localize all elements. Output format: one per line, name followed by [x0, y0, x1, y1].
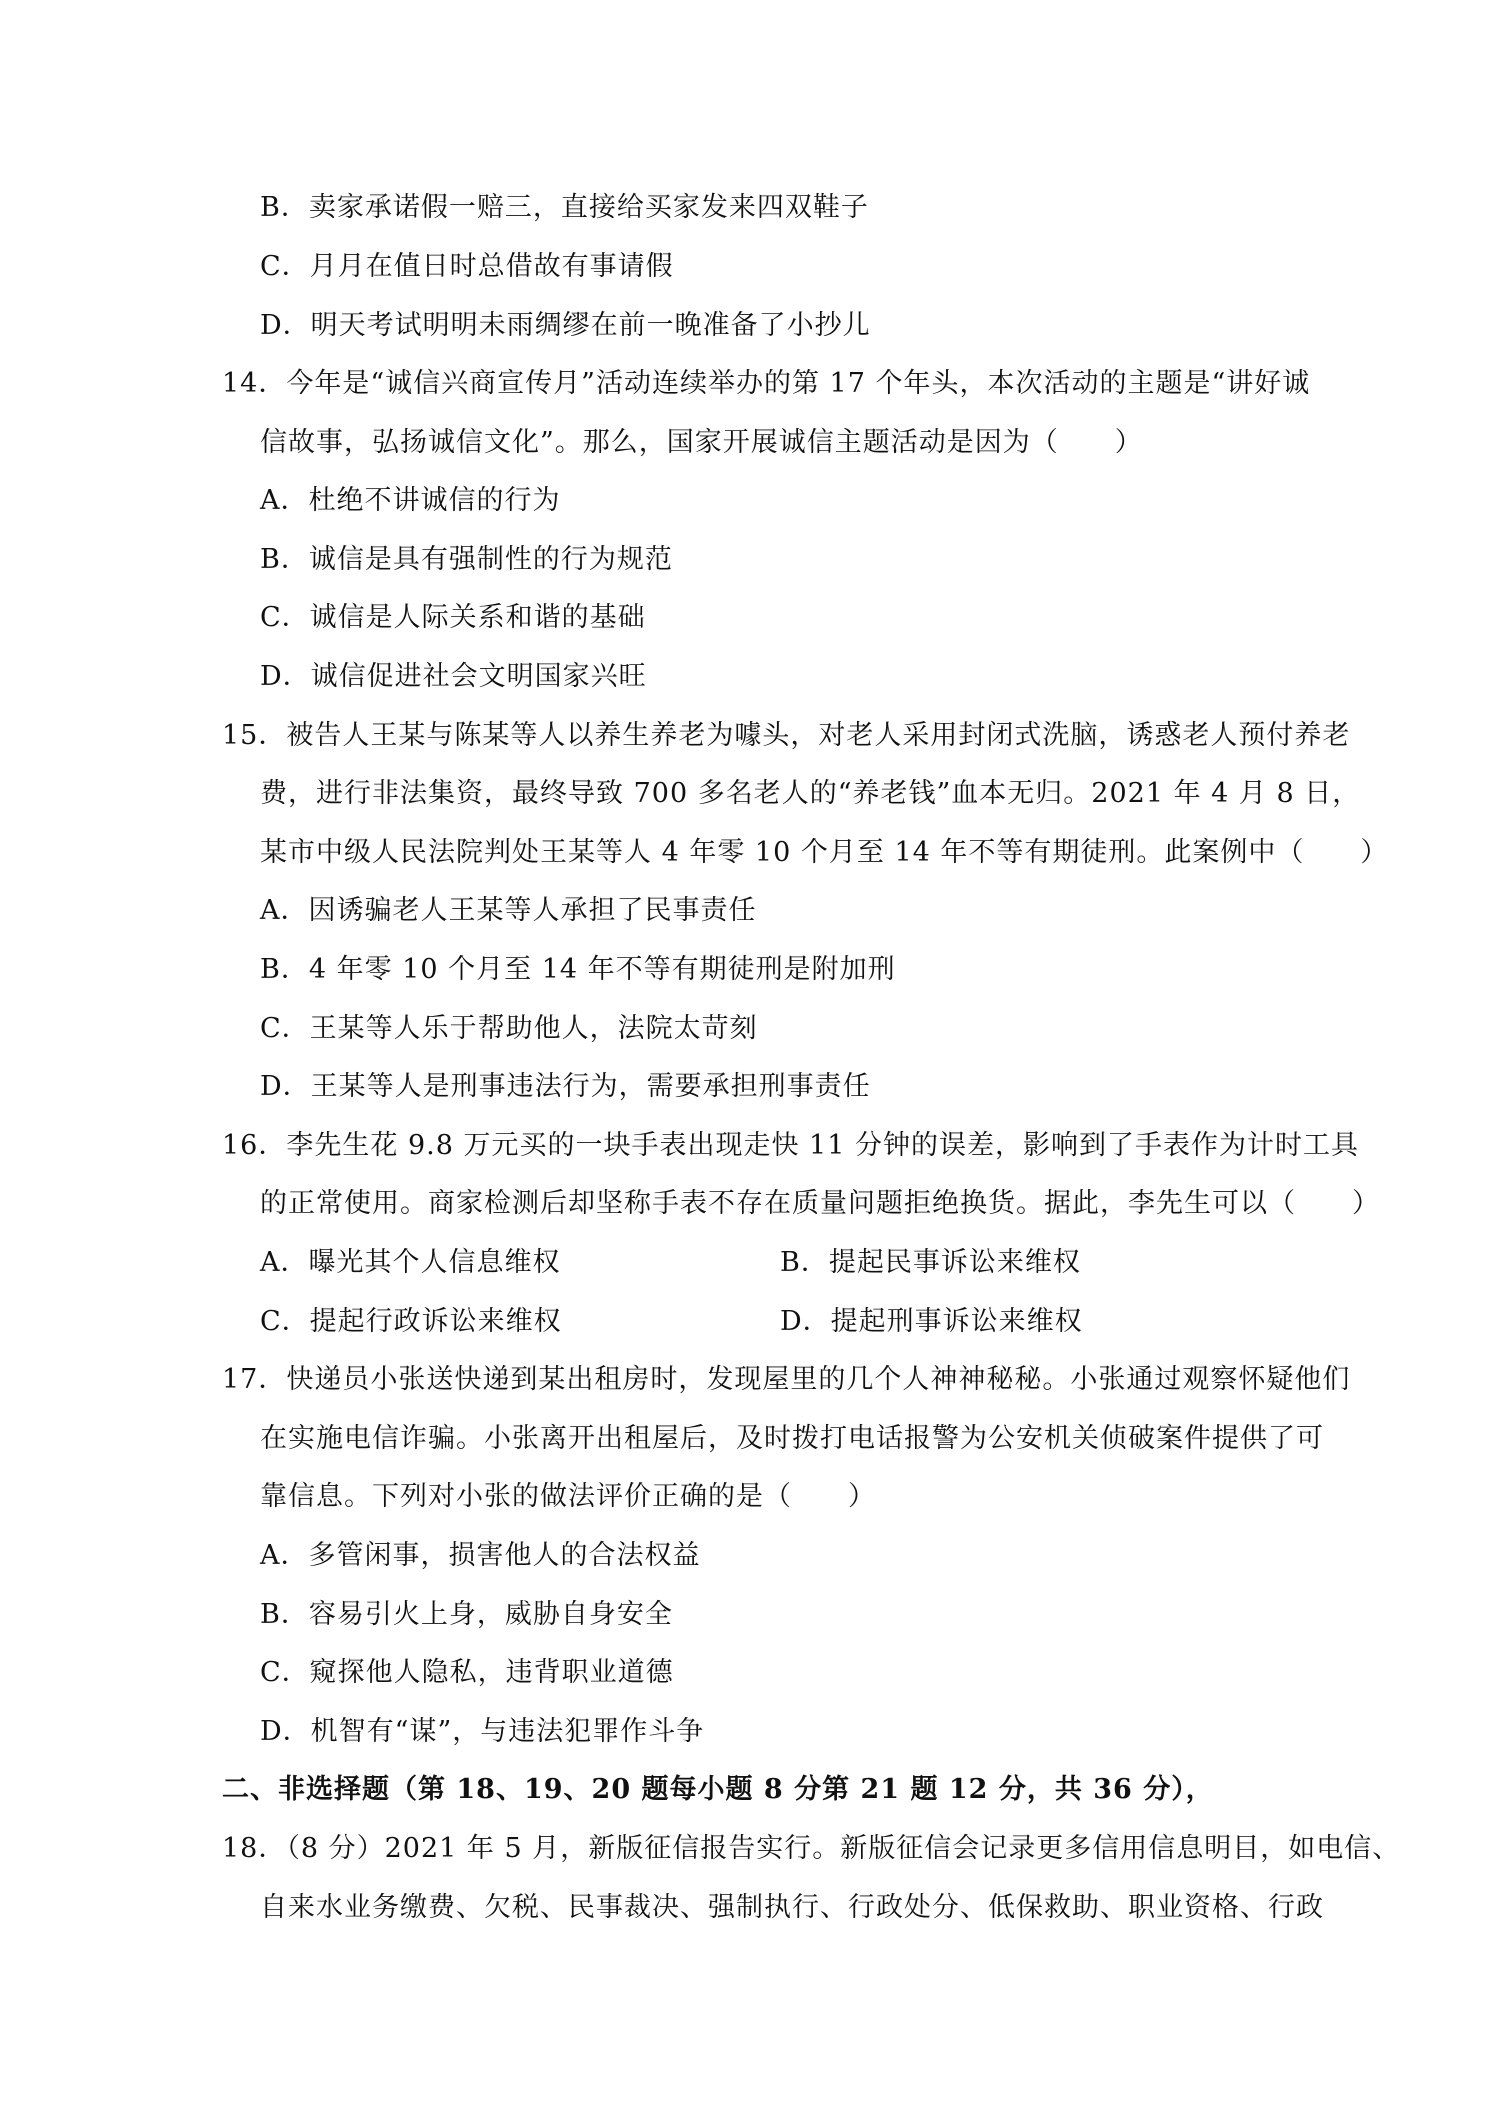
q15-option-d: D．王某等人是刑事违法行为，需要承担刑事责任	[260, 1071, 871, 1102]
q16-option-b: B．提起民事诉讼来维权	[780, 1247, 1081, 1278]
q18-stem-line-1: 18．（8 分）2021 年 5 月，新版征信报告实行。新版征信会记录更多信用信息明目，如电信、	[222, 1833, 1401, 1864]
q16-stem-line-2: 的正常使用。商家检测后却坚称手表不存在质量问题拒绝换货。据此，李先生可以（ ）	[260, 1188, 1380, 1219]
q17-option-a: A．多管闲事，损害他人的合法权益	[260, 1540, 701, 1571]
q17-stem-line-3: 靠信息。下列对小张的做法评价正确的是（ ）	[260, 1481, 876, 1512]
q14-option-b: B．诚信是具有强制性的行为规范	[260, 544, 673, 575]
q17-stem-line-1: 17．快递员小张送快递到某出租房时，发现屋里的几个人神神秘秘。小张通过观察怀疑他们	[222, 1364, 1351, 1395]
q14-option-d: D．诚信促进社会文明国家兴旺	[260, 661, 647, 692]
q14-option-a: A．杜绝不讲诚信的行为	[260, 485, 561, 516]
q16-option-c: C．提起行政诉讼来维权	[260, 1306, 562, 1337]
q17-stem-line-2: 在实施电信诈骗。小张离开出租屋后，及时拨打电话报警为公安机关侦破案件提供了可	[260, 1423, 1324, 1454]
q14-stem-line-1: 14．今年是“诚信兴商宣传月”活动连续举办的第 17 个年头，本次活动的主题是“讲好诚	[222, 368, 1311, 399]
q13-option-c: C．月月在值日时总借故有事请假	[260, 251, 674, 282]
q16-option-a: A．曝光其个人信息维权	[260, 1247, 561, 1278]
q15-option-c: C．王某等人乐于帮助他人，法院太苛刻	[260, 1013, 758, 1044]
q15-stem-line-2: 费，进行非法集资，最终导致 700 多名老人的“养老钱”血本无归。2021 年 4 月 8 日，	[260, 778, 1361, 809]
q17-option-b: B．容易引火上身，威胁自身安全	[260, 1599, 673, 1630]
q17-option-d: D．机智有“谋”，与违法犯罪作斗争	[260, 1716, 705, 1747]
q15-option-b: B．4 年零 10 个月至 14 年不等有期徒刑是附加刑	[260, 954, 896, 985]
q16-stem-line-1: 16．李先生花 9.8 万元买的一块手表出现走快 11 分钟的误差，影响到了手表作为计时工具	[222, 1130, 1359, 1161]
q17-option-c: C．窥探他人隐私，违背职业道德	[260, 1657, 674, 1688]
section-heading: 二、非选择题（第 18、19、20 题每小题 8 分第 21 题 12 分，共 36 分），	[222, 1774, 1214, 1805]
q18-stem-line-2: 自来水业务缴费、欠税、民事裁决、强制执行、行政处分、低保救助、职业资格、行政	[260, 1892, 1324, 1923]
q15-option-a: A．因诱骗老人王某等人承担了民事责任	[260, 895, 757, 926]
q13-option-d: D．明天考试明明未雨绸缪在前一晚准备了小抄儿	[260, 310, 871, 341]
q15-stem-line-3: 某市中级人民法院判处王某等人 4 年零 10 个月至 14 年不等有期徒刑。此案例中（ ）	[260, 837, 1389, 868]
q14-stem-line-2: 信故事，弘扬诚信文化”。那么，国家开展诚信主题活动是因为（ ）	[260, 427, 1143, 458]
q15-stem-line-1: 15．被告人王某与陈某等人以养生养老为噱头，对老人采用封闭式洗脑，诱惑老人预付养老	[222, 720, 1351, 751]
q14-option-c: C．诚信是人际关系和谐的基础	[260, 602, 646, 633]
q16-option-d: D．提起刑事诉讼来维权	[780, 1306, 1083, 1337]
q13-option-b: B．卖家承诺假一赔三，直接给买家发来四双鞋子	[260, 192, 869, 223]
